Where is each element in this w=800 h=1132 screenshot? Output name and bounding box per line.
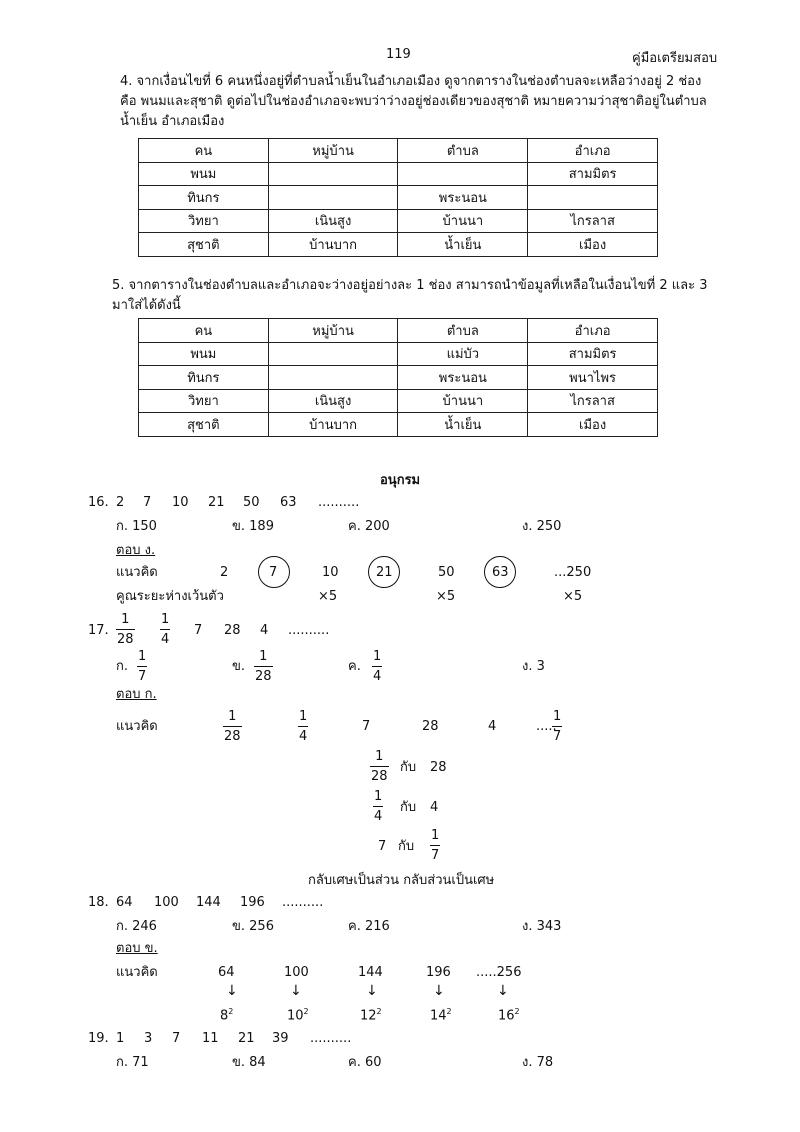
- down-arrow-icon: ↓: [290, 983, 302, 999]
- q18-choice-d: ง. 343: [522, 919, 562, 934]
- q17-method-last-prefix: .....: [536, 719, 557, 734]
- q17-pair-word: กับ: [400, 760, 417, 775]
- q16-seq-item: 21: [208, 495, 225, 510]
- q17-seq-item: 4: [260, 623, 269, 638]
- fraction-numerator: 1: [374, 789, 383, 804]
- q16-choice-d: ง. 250: [522, 519, 562, 534]
- q16-seq-item: 63: [280, 495, 297, 510]
- table-cell: [268, 186, 398, 210]
- q18-square: [360, 1008, 382, 1022]
- q17-choice-b-fraction: [254, 650, 273, 683]
- q18-square: [430, 1008, 452, 1022]
- fraction-denominator: 7: [553, 729, 562, 744]
- table-row: [139, 209, 658, 233]
- q18-choice-a: ก. 246: [116, 919, 157, 934]
- table-cell: แม่บัว: [398, 342, 528, 366]
- q17-summary: กลับเศษเป็นส่วน กลับส่วนเป็นเศษ: [308, 873, 495, 888]
- square-exponent: 2: [228, 1007, 234, 1016]
- fraction-denominator: 28: [255, 669, 272, 684]
- table-cell: น้ำเย็น: [398, 413, 528, 437]
- table-cell: ทินกร: [139, 186, 269, 210]
- table-cell: [268, 366, 398, 390]
- q19-seq-item: 11: [202, 1031, 219, 1046]
- fraction-numerator: 1: [161, 612, 170, 627]
- q16-method-item: 2: [220, 565, 229, 580]
- table-cell: น้ำเย็น: [398, 233, 528, 257]
- q17-pair-word: กับ: [400, 800, 417, 815]
- q18-seq-item: 144: [196, 895, 221, 910]
- q17-pair-fraction: [370, 750, 389, 783]
- q17-method-item: 28: [422, 719, 439, 734]
- q16-method-item: 50: [438, 565, 455, 580]
- square-exponent: 2: [514, 1007, 520, 1016]
- section-title: อนุกรม: [380, 473, 421, 488]
- table-header-cell: หมู่บ้าน: [268, 319, 398, 343]
- table-item-4: [138, 138, 658, 257]
- down-arrow-icon: ↓: [366, 983, 378, 999]
- q16-choice-c: ค. 200: [348, 519, 390, 534]
- table-cell: พระนอน: [398, 366, 528, 390]
- q17-method-item: 4: [488, 719, 497, 734]
- item-4-text: 4. จากเงื่อนไขที่ 6 คนหนึ่งอยู่ที่ตำบลน้ำเย็นในอำเภอเมือง ดูจากตารางในช่องตำบลจะเหลือว่างอยู่ 2 ช่อง คือ พนมและสุชาติ ดูต่อไปในช่องอำเภอจะพบว่าว่างอยู่ช่องเดียวของสุชาติ หมายความว่าสุชาติอยู่ในตำบลน้ำเย็น อำเภอเมือง: [120, 74, 707, 129]
- q18-seq-item: 100: [154, 895, 179, 910]
- table-header-row: [139, 139, 658, 163]
- table-cell: ไกรลาส: [528, 389, 658, 413]
- book-title: คู่มือเตรียมสอบ: [632, 51, 718, 66]
- q17-number: 17.: [88, 623, 109, 638]
- q16-choice-a: ก. 150: [116, 519, 157, 534]
- q18-choice-b: ข. 256: [232, 919, 274, 934]
- q17-method-fraction: [552, 710, 562, 743]
- table-cell: บ้านบาก: [268, 413, 398, 437]
- table-cell: ไกรลาส: [528, 209, 658, 233]
- fraction-numerator: 1: [553, 709, 562, 724]
- table-cell: [268, 342, 398, 366]
- fraction-denominator: 7: [138, 669, 147, 684]
- q18-number: 18.: [88, 895, 109, 910]
- q18-square: [287, 1008, 309, 1022]
- fraction-denominator: 4: [373, 669, 382, 684]
- q18-seq-item: 64: [116, 895, 133, 910]
- table-cell: [398, 162, 528, 186]
- square-base: 14: [430, 1008, 447, 1024]
- q19-seq-item: 39: [272, 1031, 289, 1046]
- q17-choice-b-label: ข.: [232, 659, 246, 674]
- fraction-denominator: 4: [299, 729, 308, 744]
- table-row: [139, 186, 658, 210]
- q17-pair-fraction: [373, 790, 383, 823]
- q17-method-label: แนวคิด: [116, 719, 158, 734]
- table-header-cell: คน: [139, 319, 269, 343]
- q16-multiplier: ×5: [318, 589, 338, 604]
- q18-method-item: 64: [218, 965, 235, 980]
- table-cell: [528, 186, 658, 210]
- table-row: [139, 233, 658, 257]
- table-header-cell: ตำบล: [398, 319, 528, 343]
- table-header-cell: หมู่บ้าน: [268, 139, 398, 163]
- q17-pair-value: 4: [430, 800, 439, 815]
- fraction-numerator: 1: [375, 749, 384, 764]
- q17-method-fraction: [223, 710, 242, 743]
- q16-method-item: 21: [376, 565, 393, 580]
- table-row: [139, 389, 658, 413]
- q17-choice-c-label: ค.: [348, 659, 361, 674]
- q19-seq-item: 21: [238, 1031, 255, 1046]
- q18-method-label: แนวคิด: [116, 965, 158, 980]
- table-cell: พระนอน: [398, 186, 528, 210]
- fraction-numerator: 1: [121, 612, 130, 627]
- q19-seq-item: 1: [116, 1031, 125, 1046]
- q17-seq-item: 28: [224, 623, 241, 638]
- table-header-row: [139, 319, 658, 343]
- q18-square: [220, 1008, 233, 1022]
- table-row: [139, 413, 658, 437]
- q16-number: 16.: [88, 495, 109, 510]
- fraction-numerator: 1: [138, 649, 147, 664]
- table-item-5: [138, 318, 658, 437]
- q16-seq-item: 50: [243, 495, 260, 510]
- table-cell: วิทยา: [139, 389, 269, 413]
- q19-choice-d: ง. 78: [522, 1055, 554, 1070]
- square-exponent: 2: [303, 1007, 309, 1016]
- square-exponent: 2: [446, 1007, 452, 1016]
- square-base: 10: [287, 1008, 304, 1024]
- q17-seq-fraction: [116, 613, 135, 646]
- q18-seq-item: ..........: [282, 895, 324, 910]
- q16-method-item: 63: [492, 565, 509, 580]
- q16-choice-b: ข. 189: [232, 519, 274, 534]
- table-cell: บ้านนา: [398, 389, 528, 413]
- q19-number: 19.: [88, 1031, 109, 1046]
- q18-answer: ตอบ ข.: [116, 941, 158, 956]
- q19-choice-c: ค. 60: [348, 1055, 382, 1070]
- q16-method-label: แนวคิด: [116, 565, 158, 580]
- table-header-cell: คน: [139, 139, 269, 163]
- table-header-cell: อำเภอ: [528, 139, 658, 163]
- square-base: 12: [360, 1008, 377, 1024]
- q18-seq-item: 196: [240, 895, 265, 910]
- table-cell: พนม: [139, 162, 269, 186]
- table-cell: พนม: [139, 342, 269, 366]
- down-arrow-icon: ↓: [226, 983, 238, 999]
- item-5-text: 5. จากตารางในช่องตำบลและอำเภอจะว่างอยู่อย่างละ 1 ช่อง สามารถนำข้อมูลที่เหลือในเงื่อนไขที่ 2 และ 3 มาใส่ได้ดังนี้: [112, 278, 708, 313]
- q17-method-fraction: [298, 710, 308, 743]
- q16-method-item: ...250: [554, 565, 592, 580]
- q19-seq-item: ..........: [310, 1031, 352, 1046]
- q16-method-item: 7: [269, 565, 278, 580]
- q17-pair-fraction: [430, 829, 440, 862]
- q17-answer: ตอบ ก.: [116, 687, 157, 702]
- q17-pair-value: 28: [430, 760, 447, 775]
- q17-method-item: 7: [362, 719, 371, 734]
- fraction-denominator: 28: [117, 632, 134, 647]
- q16-seq-item: 10: [172, 495, 189, 510]
- q17-choice-d: ง. 3: [522, 659, 545, 674]
- q18-method-item: 100: [284, 965, 309, 980]
- table-cell: บ้านนา: [398, 209, 528, 233]
- table-header-cell: อำเภอ: [528, 319, 658, 343]
- q17-choice-c-fraction: [372, 650, 382, 683]
- fraction-denominator: 4: [161, 632, 170, 647]
- table-cell: บ้านบาก: [268, 233, 398, 257]
- table-cell: ทินกร: [139, 366, 269, 390]
- table-cell: สามมิตร: [528, 162, 658, 186]
- table-cell: วิทยา: [139, 209, 269, 233]
- q17-seq-item: 7: [194, 623, 203, 638]
- fraction-denominator: 4: [374, 809, 383, 824]
- down-arrow-icon: ↓: [433, 983, 445, 999]
- table-row: [139, 366, 658, 390]
- table-cell: พนาไพร: [528, 366, 658, 390]
- q19-seq-item: 7: [172, 1031, 181, 1046]
- q17-pair-word: กับ: [398, 839, 415, 854]
- q18-method-item: 144: [358, 965, 383, 980]
- square-base: 16: [498, 1008, 515, 1024]
- q19-choice-b: ข. 84: [232, 1055, 266, 1070]
- q17-seq-fraction: [160, 613, 170, 646]
- q16-answer: ตอบ ง.: [116, 543, 156, 558]
- table-cell: เมือง: [528, 233, 658, 257]
- q18-choice-c: ค. 216: [348, 919, 390, 934]
- q16-multiplier: ×5: [563, 589, 583, 604]
- q19-choice-a: ก. 71: [116, 1055, 149, 1070]
- q16-seq-item: ..........: [318, 495, 360, 510]
- table-cell: เนินสูง: [268, 389, 398, 413]
- table-cell: สามมิตร: [528, 342, 658, 366]
- table-row: [139, 162, 658, 186]
- fraction-denominator: 28: [224, 729, 241, 744]
- table-header-cell: ตำบล: [398, 139, 528, 163]
- fraction-denominator: 7: [431, 848, 440, 863]
- q17-choice-a-label: ก.: [116, 659, 129, 674]
- fraction-numerator: 1: [299, 709, 308, 724]
- q18-square: [498, 1008, 520, 1022]
- fraction-denominator: 28: [371, 769, 388, 784]
- q17-seq-item: ..........: [288, 623, 330, 638]
- q16-note: คูณระยะห่างเว้นตัว: [116, 589, 224, 604]
- fraction-numerator: 1: [259, 649, 268, 664]
- q17-choice-a-fraction: [137, 650, 147, 683]
- fraction-numerator: 1: [373, 649, 382, 664]
- table-cell: สุชาติ: [139, 413, 269, 437]
- table-row: [139, 342, 658, 366]
- table-cell: [268, 162, 398, 186]
- q16-seq-item: 2: [116, 495, 125, 510]
- q17-pair-left: 7: [378, 839, 387, 854]
- table-cell: เมือง: [528, 413, 658, 437]
- q16-seq-item: 7: [143, 495, 152, 510]
- page-number: 119: [386, 47, 411, 62]
- down-arrow-icon: ↓: [497, 983, 509, 999]
- q19-seq-item: 3: [144, 1031, 153, 1046]
- q16-multiplier: ×5: [436, 589, 456, 604]
- fraction-numerator: 1: [431, 828, 440, 843]
- q16-method-item: 10: [322, 565, 339, 580]
- square-exponent: 2: [376, 1007, 382, 1016]
- q18-method-item: 196: [426, 965, 451, 980]
- table-cell: สุชาติ: [139, 233, 269, 257]
- fraction-numerator: 1: [228, 709, 237, 724]
- q18-method-item: .....256: [476, 965, 522, 980]
- square-base: 8: [220, 1008, 229, 1024]
- table-cell: เนินสูง: [268, 209, 398, 233]
